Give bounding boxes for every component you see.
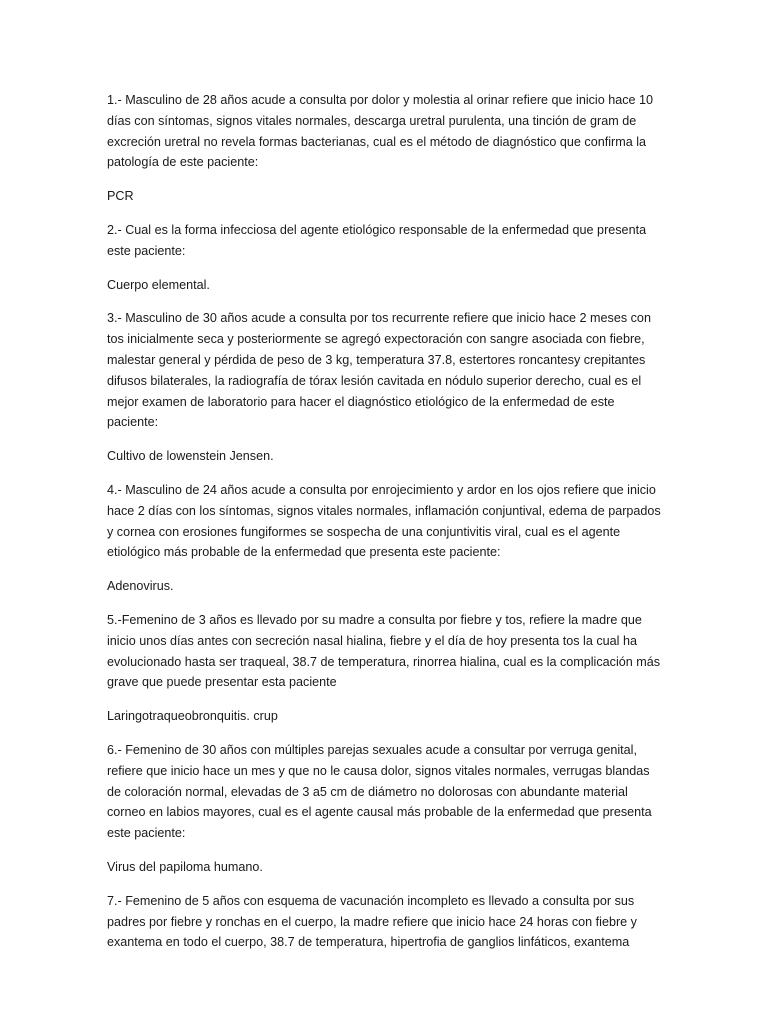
question-5-text: 5.-Femenino de 3 años es llevado por su madre a consulta por fiebre y tos, refiere la madre que inicio unos días antes con secreción nasal hialina, fiebre y el día de hoy presenta tos la cual ha evolucionado hasta ser traqueal, 38.7 de temperatura, rinorrea hialina, cual es la complicación más grave que puede presentar esta paciente <box>107 612 661 690</box>
answer-4-text: Adenovirus. <box>107 579 174 594</box>
question-6-text: 6.- Femenino de 30 años con múltiples parejas sexuales acude a consultar por verruga genital, refiere que inicio hace un mes y que no le causa dolor, signos vitales normales, verrugas blandas de coloración normal, elevadas de 3 a5 cm de diámetro no dolorosas con abundante material corneo en labios mayores, cual es el agente causal más probable de la enfermedad que presenta este paciente: <box>107 742 652 841</box>
answer-3-text: Cultivo de lowenstein Jensen. <box>107 449 274 464</box>
question-3-text: 3.- Masculino de 30 años acude a consulta por tos recurrente refiere que inicio hace 2 meses con tos inicialmente seca y posteriormente se agregó expectoración con sangre asociada con fiebre, malestar general y pérdida de peso de 3 kg, temperatura 37.8, estertores roncantesy crepitantes difusos bilaterales, la radiografía de tórax lesión cavitada en nódulo superior derecho, cual es el mejor examen de laboratorio para hacer el diagnóstico etiológico de la enfermedad de este paciente: <box>107 311 651 430</box>
answer-1-text: PCR <box>107 189 134 204</box>
answer-5-text: Laringotraqueobronquitis. crup <box>107 709 278 724</box>
question-4-text: 4.- Masculino de 24 años acude a consulta por enrojecimiento y ardor en los ojos refiere que inicio hace 2 días con los síntomas, signos vitales normales, inflamación conjuntival, edema de parpados y cornea con erosiones fungiformes se sospecha de una conjuntivitis viral, cual es el agente etiológico más probable de la enfermedad que presenta este paciente: <box>107 482 661 560</box>
question-7-text: 7.- Femenino de 5 años con esquema de vacunación incompleto es llevado a consulta por sus padres por fiebre y ronchas en el cuerpo, la madre refiere que inicio hace 24 horas con fiebre y exantema en todo el cuerpo, 38.7 de temperatura, hipertrofia de ganglios linfáticos, exantema <box>107 893 637 950</box>
answer-6-text: Virus del papiloma humano. <box>107 859 263 874</box>
document-page <box>107 90 663 966</box>
question-2-text: 2.- Cual es la forma infecciosa del agente etiológico responsable de la enfermedad que presenta este paciente: <box>107 222 647 258</box>
answer-2-text: Cuerpo elemental. <box>107 277 210 292</box>
question-1-text: 1.- Masculino de 28 años acude a consulta por dolor y molestia al orinar refiere que inicio hace 10 días con síntomas, signos vitales normales, descarga uretral purulenta, una tinción de gram de excreción uretral no revela formas bacterianas, cual es el método de diagnóstico que confirma la patología de este paciente: <box>107 93 654 170</box>
